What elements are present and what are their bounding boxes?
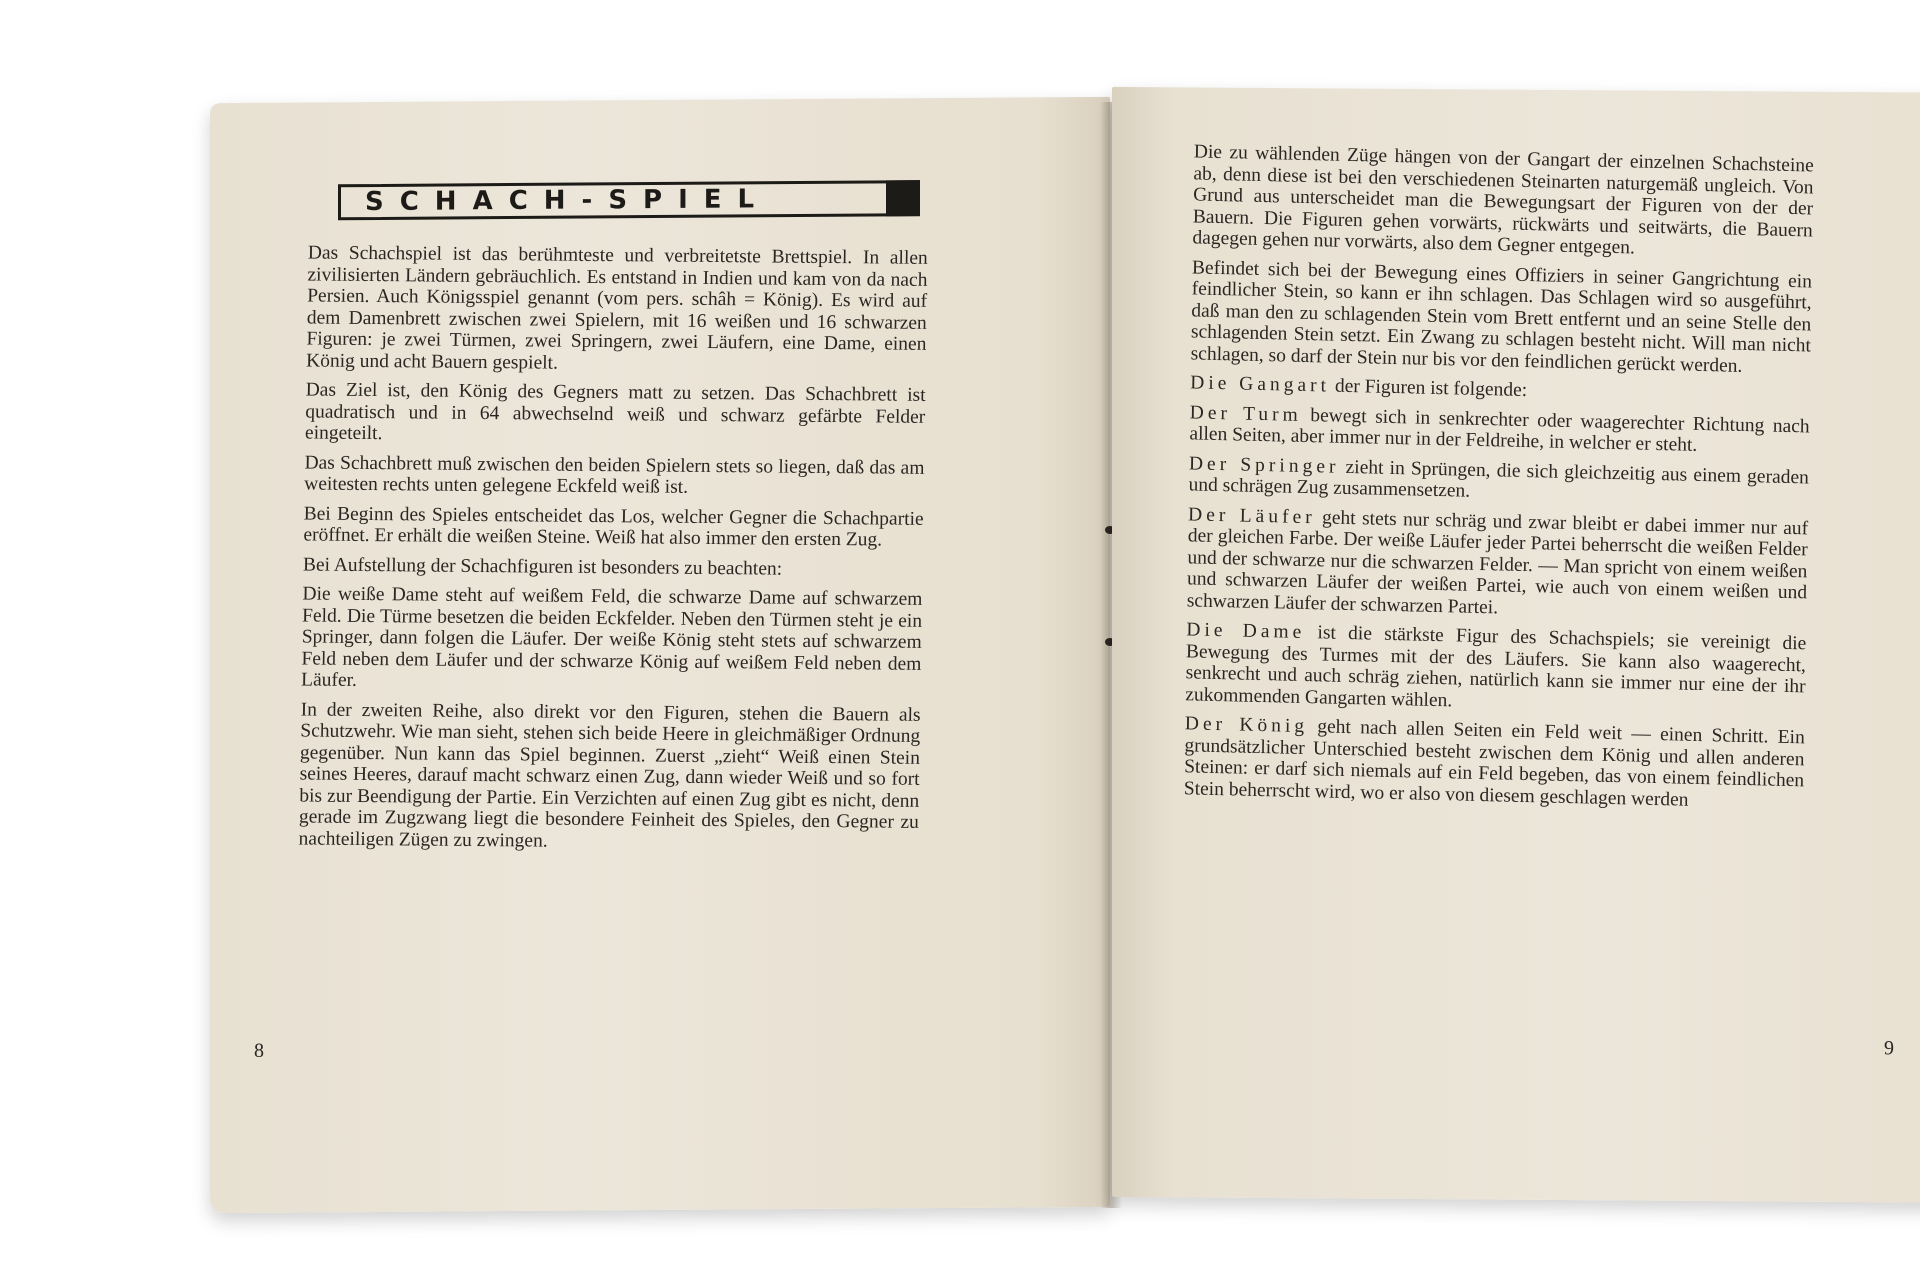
paragraph: In der zweiten Reihe, also direkt vor den Figuren, stehen die Bauern als Schutzwehr. Wie man sieht, stehen sich beide Heere in gleichmäßiger Ordnung gegenüber. Nun kann das Spiel beginnen. Zuerst „zieht“ Weiß einen Stein seines Heeres, darauf macht schwarz einen Zug, dann wieder Weiß und so fort bis zur Beendigung der Partie. Ein Verzichten auf einen Zug gibt es nicht, denn gerade im Zugzwang liegt die besondere Feinheit des Spieles, den Gegner zu nachteiligen Zügen zu zwingen. <box>298 698 921 852</box>
paragraph: Das Ziel ist, den König des Gegners matt zu setzen. Das Schachbrett ist quadratisch und in 64 abwechselnd weiß und schwarz gefärbte Felder eingeteilt. <box>304 379 926 445</box>
piece-name: Der Springer <box>1188 452 1340 478</box>
page-number-left: 8 <box>254 1039 264 1062</box>
title-box <box>338 180 920 220</box>
gangart-intro <box>1190 372 1810 408</box>
piece-laeufer <box>1187 504 1809 626</box>
left-page <box>210 97 1110 1213</box>
paragraph: Befindet sich bei der Bewegung eines Offiziers in seiner Gangrichtung ein feindlicher Stein, so kann er ihn schlagen. Das Schlagen wird so ausgeführt, daß man den zu schlagenden Stein vom Brett entfernt und an seine Stelle den schlagenden Stein setzt. Ein Zwang zu schlagen besteht nicht. Will man nicht schlagen, so darf der Stein nur bis vor den feindlichen gerückt werden. <box>1190 256 1813 377</box>
piece-text: geht stets nur schräg und zwar bleibt er dabei immer nur auf der gleichen Farbe. Der weiße Läufer jeder Partei beherrscht die weißen Felder und der schwarze nur die schwarzen Felder. — Man spricht von einem weißen und schwarzen Läufer der weißen Partei, wie auch von einem weißen und schwarzen Läufer der schwarzen Partei. <box>1186 506 1809 618</box>
paragraph: Bei Beginn des Spieles entscheidet das Los, welcher Gegner die Schachpartie eröffnet. Er erhält die weißen Steine. Weiß hat also immer den ersten Zug. <box>303 502 924 551</box>
piece-text: bewegt sich in senkrechter oder waagerechter Richtung nach allen Seiten, aber immer nur in der Feldreihe, in welcher er steht. <box>1189 404 1810 456</box>
piece-text: zieht in Sprüngen, die sich gleichzeitig aus einem geraden und schrägen Zug zusammensetzen. <box>1188 456 1810 502</box>
paragraph: Bei Aufstellung der Schachfiguren ist besonders zu beachten: <box>302 553 783 580</box>
piece-text: geht nach allen Seiten ein Feld weit — einen Schritt. Ein grundsätzlicher Unterschied besteht zwischen dem König und allen anderen Steinen: er darf sich niemals auf ein Feld begeben, das von einem feindlichen Stein beherrscht wird, wo er also von diesem geschlagen werden <box>1183 716 1805 811</box>
right-text-column <box>1184 141 1814 821</box>
gangart-rest: der Figuren ist folgende: <box>1329 375 1528 402</box>
page-number-right: 9 <box>1884 1037 1894 1060</box>
piece-name: Die Dame <box>1186 619 1306 644</box>
gangart-term: Die Gangart <box>1190 372 1331 397</box>
paragraph: Das Schachspiel ist das berühmteste und verbreitetste Brettspiel. In allen zivilisierten Ländern gebräuchlich. Es entstand in Indien und kam von da nach Persien. Auch Königsspiel genannt (vom pers. schâh = König). Es wird auf dem Damenbrett zwischen zwei Spielern, mit 16 weißen und 16 schwarzen Figuren: je zwei Türmen, zwei Springern, zwei Läufern, eine Dame, einen König und acht Bauern gespielt. <box>305 242 928 374</box>
piece-name: Der König <box>1184 713 1309 738</box>
paragraph: Das Schachbrett muß zwischen den beiden Spielern stets so liegen, daß das am weitesten rechts unten gelegene Eckfeld weiß ist. <box>304 451 925 498</box>
piece-springer <box>1188 453 1809 510</box>
piece-dame <box>1185 619 1806 719</box>
title-black-block <box>886 180 920 216</box>
left-text-column <box>298 242 928 862</box>
piece-name: Der Läufer <box>1187 503 1316 528</box>
open-booklet <box>150 80 1894 1200</box>
piece-text: ist die stärkste Figur des Schachspiels; sie vereinigt die Bewegung des Turmes mit der des Läufers. Sie kann also waagerecht, senkrecht und auch schräg ziehen, natürlich kann sie immer nur eine der ihr zukommenden Gangarten wählen. <box>1185 622 1807 711</box>
piece-turm <box>1189 402 1810 459</box>
paragraph: Die weiße Dame steht auf weißem Feld, die schwarze Dame auf schwarzem Feld. Die Türme besetzen die beiden Eckfelder. Neben den Türmen steht je ein Springer, dann folgen die Läufer. Der weiße König steht stets auf schwarzem Feld neben dem Läufer und der schwarze König auf weißem Feld neben dem Läufer. <box>300 583 923 691</box>
paragraph: Die zu wählenden Züge hängen von der Gangart der einzelnen Schachsteine ab, denn diese ist bei den verschiedenen Steinarten naturgemäß ungleich. Von Grund aus unterscheidet man die Bewegungsart der Figuren von der der Bauern. Die Figuren gehen vorwärts, rückwärts und seitwärts, die Bauern dagegen gehen nur vorwärts, also dem Gegner entgegen. <box>1192 141 1814 259</box>
right-page <box>1112 87 1920 1203</box>
piece-name: Der Turm <box>1189 401 1302 426</box>
page-title: SCHACH-SPIEL <box>365 184 771 218</box>
piece-koenig <box>1184 713 1805 813</box>
